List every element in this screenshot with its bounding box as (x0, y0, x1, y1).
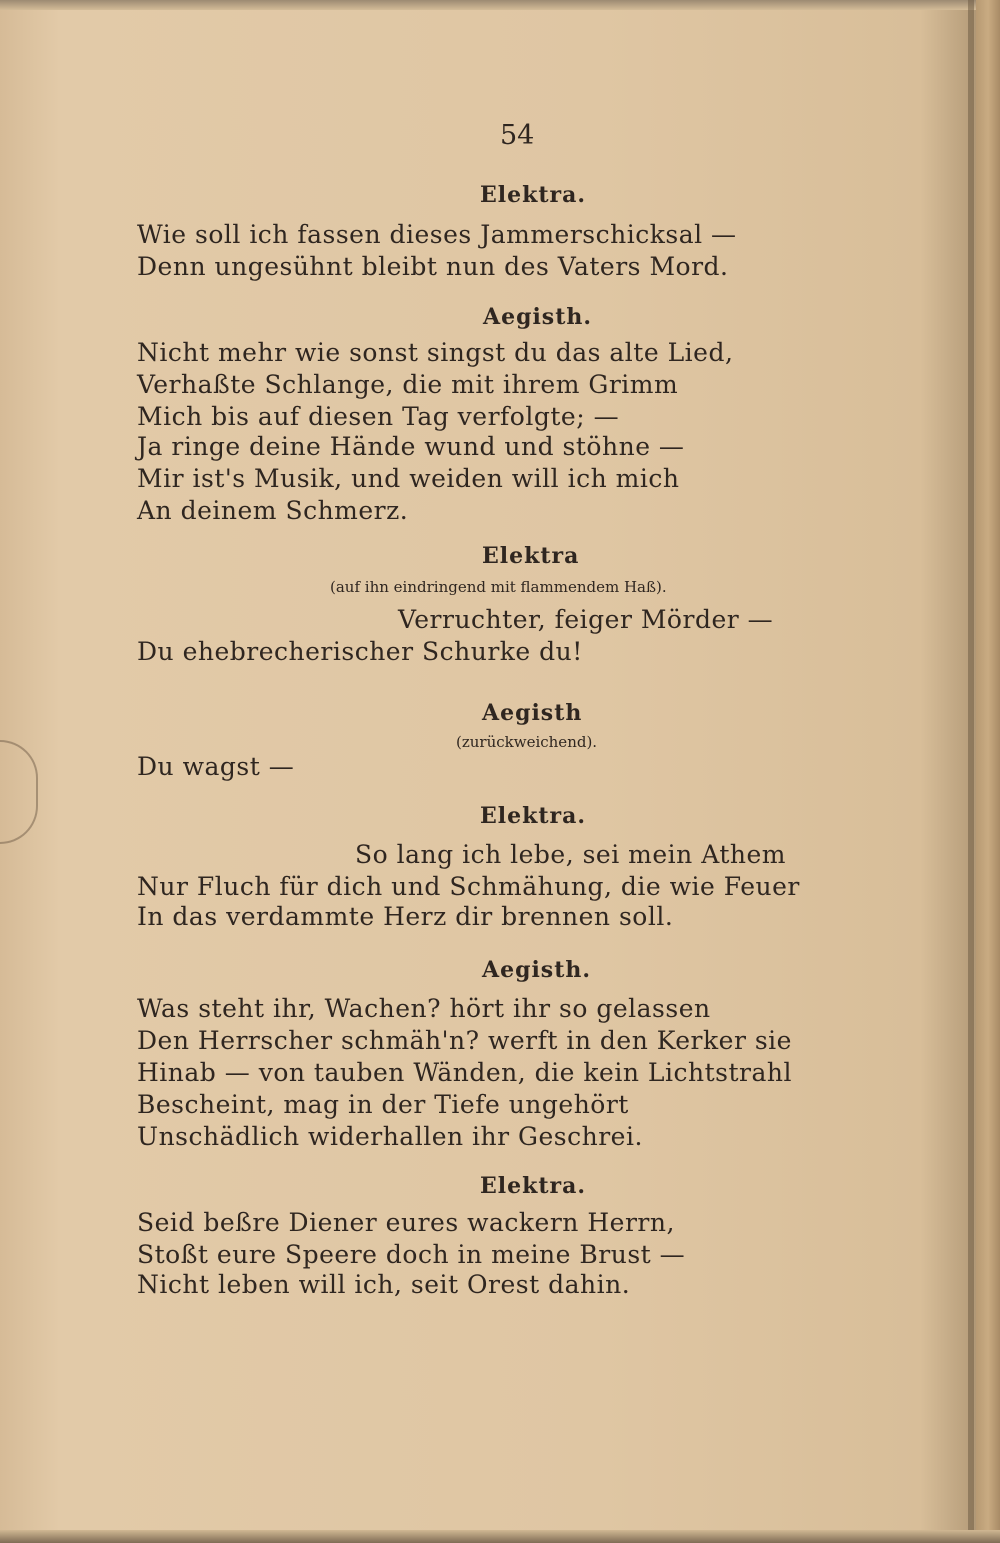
page-top-edge (0, 0, 1000, 10)
verse-line: In das verdammte Herz dir brennen soll. (137, 902, 674, 931)
verse-line: Verruchter, feiger Mörder — (398, 605, 774, 634)
verse-line: Was steht ihr, Wachen? hört ihr so gelassen (137, 994, 711, 1023)
verse-line: Du wagst — (137, 752, 295, 781)
verse-line: Unschädlich widerhallen ihr Geschrei. (137, 1122, 643, 1151)
verse-line: Du ehebrecherischer Schurke du! (137, 637, 583, 666)
verse-line: Stoßt eure Speere doch in meine Brust — (137, 1240, 686, 1269)
stage-direction: (zurückweichend). (456, 733, 598, 751)
verse-line: Nicht mehr wie sonst singst du das alte Lied, (137, 338, 734, 367)
verse-line: Denn ungesühnt bleibt nun des Vaters Mord. (137, 252, 729, 281)
speaker-heading: Elektra. (480, 182, 587, 208)
verse-line: Mich bis auf diesen Tag verfolgte; — (137, 402, 620, 431)
speaker-heading: Elektra. (480, 803, 587, 829)
verse-line: So lang ich lebe, sei mein Athem (355, 840, 786, 869)
book-spine-shadow (968, 0, 974, 1543)
verse-line: Hinab — von tauben Wänden, die kein Lichtstrahl (137, 1058, 792, 1087)
page-bottom-edge (0, 1530, 1000, 1543)
verse-line: Mir ist's Musik, und weiden will ich mich (137, 464, 680, 493)
verse-line: Ja ringe deine Hände wund und stöhne — (137, 432, 685, 461)
speaker-heading: Elektra (482, 543, 580, 569)
verse-line: An deinem Schmerz. (137, 496, 409, 525)
verse-line: Wie soll ich fassen dieses Jammerschicksal — (137, 220, 737, 249)
binding-clip-mark (0, 740, 38, 844)
stage-direction: (auf ihn eindringend mit flammendem Haß). (330, 578, 667, 596)
verse-line: Verhaßte Schlange, die mit ihrem Grimm (137, 370, 679, 399)
speaker-heading: Aegisth (482, 700, 583, 726)
speaker-heading: Elektra. (480, 1173, 587, 1199)
verse-line: Nur Fluch für dich und Schmähung, die wie Feuer (137, 872, 800, 901)
verse-line: Nicht leben will ich, seit Orest dahin. (137, 1270, 631, 1299)
verse-line: Seid beßre Diener eures wackern Herrn, (137, 1208, 675, 1237)
speaker-heading: Aegisth. (483, 304, 593, 330)
verse-line: Den Herrscher schmäh'n? werft in den Kerker sie (137, 1026, 792, 1055)
page-number: 54 (500, 120, 535, 151)
speaker-heading: Aegisth. (482, 957, 592, 983)
verse-line: Bescheint, mag in der Tiefe ungehört (137, 1090, 629, 1119)
book-spine (976, 0, 1000, 1543)
